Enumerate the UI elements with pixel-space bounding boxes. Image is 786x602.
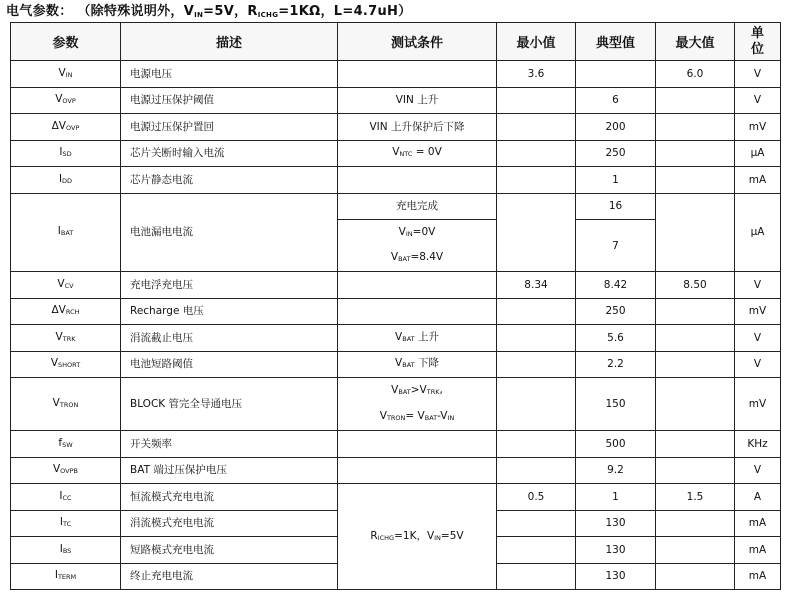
cond-line-2	[338, 404, 496, 430]
typ-cell: 500	[576, 431, 656, 458]
col-cond: 测试条件	[338, 23, 497, 61]
subscript-text: TRK	[62, 334, 76, 343]
header-row	[11, 23, 781, 61]
param-cell	[11, 298, 121, 325]
cond-cell	[338, 457, 497, 484]
heading-vin-sub: IN	[194, 11, 204, 19]
param-cell	[11, 378, 121, 431]
min-cell	[497, 378, 576, 431]
typ-cell: 9.2	[576, 457, 656, 484]
table-row	[11, 193, 781, 220]
desc-cell: 芯片关断时输入电流	[121, 140, 338, 167]
subscript-text: TRON	[386, 414, 406, 422]
typ-cell: 130	[576, 563, 656, 590]
min-cell	[497, 325, 576, 352]
subscript-text: SW	[62, 440, 73, 449]
min-cell	[497, 87, 576, 114]
desc-cell: 电池漏电电流	[121, 193, 338, 272]
desc-cell: 开关频率	[121, 431, 338, 458]
symbol-text: =1K，V	[394, 529, 435, 542]
symbol-text: V	[395, 330, 403, 343]
col-desc: 描述	[121, 23, 338, 61]
symbol-text: V	[395, 357, 403, 370]
cond-cell: VIN 上升保护后下降	[338, 114, 497, 141]
unit-cell: mA	[735, 563, 781, 590]
max-cell: 6.0	[656, 61, 735, 88]
min-cell	[497, 298, 576, 325]
symbol-text: V	[391, 384, 399, 396]
col-min: 最小值	[497, 23, 576, 61]
param-cell	[11, 510, 121, 537]
subscript-text: RCH	[65, 308, 80, 317]
subscript-text: BAT	[60, 229, 74, 238]
col-max: 最大值	[656, 23, 735, 61]
electrical-parameters-table	[10, 22, 781, 590]
symbol-text: V	[390, 251, 399, 264]
unit-cell: mA	[735, 510, 781, 537]
table-row	[11, 298, 781, 325]
symbol-text: V	[379, 410, 387, 422]
col-unit-line1: 单	[750, 25, 764, 41]
subscript-text: OVP	[66, 123, 80, 132]
symbol-text: I	[59, 489, 63, 502]
min-cell	[497, 351, 576, 378]
max-cell	[656, 378, 735, 431]
typ-cell: 200	[576, 114, 656, 141]
subscript-text: BAT	[402, 361, 415, 370]
symbol-text: I	[54, 569, 58, 582]
symbol-text: V	[52, 463, 61, 476]
param-cell	[11, 114, 121, 141]
param-cell	[11, 61, 121, 88]
table-row	[11, 61, 781, 88]
param-cell	[11, 431, 121, 458]
typ-cell: 130	[576, 537, 656, 564]
min-cell	[497, 140, 576, 167]
col-typ: 典型值	[576, 23, 656, 61]
min-cell: 0.5	[497, 484, 576, 511]
typ-cell: 250	[576, 298, 656, 325]
typ-cell: 7	[576, 220, 656, 272]
subscript-text: NTC	[399, 150, 413, 159]
symbol-text: f	[58, 436, 63, 449]
table-row	[11, 272, 781, 299]
subscript-text: DD	[62, 176, 73, 185]
spec-heading	[6, 2, 412, 22]
symbol-text: I	[59, 542, 63, 555]
subscript-text: IN	[405, 229, 413, 238]
max-cell	[656, 167, 735, 194]
typ-cell: 8.42	[576, 272, 656, 299]
max-cell	[656, 563, 735, 590]
typ-cell: 1	[576, 167, 656, 194]
subscript-text: IN	[65, 70, 73, 79]
symbol-text: V	[55, 93, 63, 106]
cond-cell	[338, 220, 497, 246]
symbol-text: ΔV	[51, 119, 66, 132]
unit-cell: mA	[735, 167, 781, 194]
typ-cell: 250	[576, 140, 656, 167]
unit-cell: A	[735, 484, 781, 511]
max-cell	[656, 140, 735, 167]
table-row	[11, 351, 781, 378]
table-row	[11, 167, 781, 194]
desc-cell: 涓流模式充电电流	[121, 510, 338, 537]
min-cell	[497, 510, 576, 537]
unit-cell: μA	[735, 193, 781, 272]
max-cell	[656, 298, 735, 325]
min-cell	[497, 193, 576, 272]
min-cell	[497, 537, 576, 564]
subscript-text: OVP	[62, 97, 76, 106]
max-cell	[656, 87, 735, 114]
unit-cell: V	[735, 457, 781, 484]
unit-cell: mV	[735, 114, 781, 141]
param-cell	[11, 537, 121, 564]
symbol-text: ΔV	[51, 304, 66, 317]
desc-cell: Recharge 电压	[121, 298, 338, 325]
desc-cell: 充电浮充电压	[121, 272, 338, 299]
max-cell	[656, 114, 735, 141]
unit-cell: mV	[735, 378, 781, 431]
min-cell	[497, 167, 576, 194]
unit-cell: KHz	[735, 431, 781, 458]
heading-richg-sub: ICHG	[257, 11, 279, 19]
symbol-text: V	[55, 330, 63, 343]
subscript-text: TRON	[59, 401, 79, 409]
typ-cell: 6	[576, 87, 656, 114]
subscript-text: SD	[62, 150, 72, 159]
subscript-text: ICHG	[377, 533, 395, 542]
symbol-text: I	[58, 172, 63, 185]
cond-line-1	[338, 378, 496, 404]
symbol-text: = 0V	[412, 146, 442, 159]
symbol-text: 上升	[414, 330, 439, 343]
subscript-text: CC	[62, 493, 72, 502]
subscript-text: BAT	[402, 334, 415, 343]
cond-cell: VIN 上升	[338, 87, 497, 114]
subscript-text: IN	[447, 414, 455, 422]
typ-cell: 130	[576, 510, 656, 537]
table-row	[11, 431, 781, 458]
desc-cell: BAT 端过压保护电压	[121, 457, 338, 484]
param-cell	[11, 167, 121, 194]
desc-cell: 电源过压保护阈值	[121, 87, 338, 114]
subscript-text: OVPB	[60, 467, 78, 476]
max-cell	[656, 325, 735, 352]
symbol-text: I	[57, 225, 61, 238]
unit-cell: V	[735, 61, 781, 88]
symbol-text: =5V	[440, 529, 464, 542]
symbol-text: >V	[410, 384, 427, 396]
desc-cell: BLOCK 管完全导通电压	[121, 378, 338, 431]
desc-cell: 涓流截止电压	[121, 325, 338, 352]
col-param: 参数	[11, 23, 121, 61]
subscript-text: SHORT	[58, 361, 81, 370]
param-cell	[11, 457, 121, 484]
subscript-text: IN	[434, 533, 441, 542]
desc-cell: 短路模式充电电流	[121, 537, 338, 564]
desc-cell: 芯片静态电流	[121, 167, 338, 194]
symbol-text: = V	[405, 410, 425, 422]
param-cell	[11, 351, 121, 378]
symbol-text: =8.4V	[410, 251, 444, 264]
max-cell: 1.5	[656, 484, 735, 511]
symbol-text: V	[398, 225, 406, 238]
symbol-text: V	[392, 146, 400, 159]
table-row	[11, 484, 781, 511]
cond-cell	[338, 246, 497, 272]
col-unit	[735, 23, 781, 61]
symbol-text: R	[370, 529, 378, 542]
symbol-text: =0V	[412, 225, 436, 238]
symbol-text: 下降	[414, 357, 439, 370]
unit-cell: μA	[735, 140, 781, 167]
col-unit-line2: 位	[750, 41, 764, 57]
unit-cell: V	[735, 351, 781, 378]
min-cell: 8.34	[497, 272, 576, 299]
typ-cell: 1	[576, 484, 656, 511]
subscript-text: BAT	[398, 388, 411, 396]
max-cell	[656, 351, 735, 378]
cond-cell	[338, 140, 497, 167]
symbol-text: V	[50, 357, 59, 370]
param-cell	[11, 193, 121, 272]
max-cell	[656, 537, 735, 564]
symbol-text: V	[52, 397, 60, 409]
table-row	[11, 325, 781, 352]
max-cell	[656, 510, 735, 537]
param-cell	[11, 272, 121, 299]
table-row	[11, 378, 781, 431]
max-cell	[656, 431, 735, 458]
desc-cell: 电池短路阈值	[121, 351, 338, 378]
table-row	[11, 87, 781, 114]
param-cell	[11, 484, 121, 511]
desc-cell: 终止充电电流	[121, 563, 338, 590]
min-cell	[497, 431, 576, 458]
min-cell	[497, 563, 576, 590]
min-cell: 3.6	[497, 61, 576, 88]
param-cell	[11, 563, 121, 590]
symbol-text: I	[59, 146, 63, 159]
param-cell	[11, 140, 121, 167]
unit-cell: mV	[735, 298, 781, 325]
symbol-text: V	[58, 66, 66, 79]
heading-mid: =5V，R	[203, 4, 258, 19]
heading-prefix: 电气参数： （除特殊说明外，V	[6, 4, 195, 19]
cond-cell	[338, 378, 497, 431]
table-row	[11, 114, 781, 141]
max-cell	[656, 457, 735, 484]
cond-cell	[338, 61, 497, 88]
desc-cell: 电源电压	[121, 61, 338, 88]
cond-cell: 充电完成	[338, 193, 497, 220]
symbol-text: -V	[437, 410, 448, 422]
param-cell	[11, 325, 121, 352]
subscript-text: BAT	[398, 255, 411, 264]
cond-cell	[338, 325, 497, 352]
max-cell: 8.50	[656, 272, 735, 299]
typ-cell: 2.2	[576, 351, 656, 378]
desc-cell: 电源过压保护置回	[121, 114, 338, 141]
symbol-text: ,	[439, 384, 443, 396]
cond-cell-shared	[338, 484, 497, 590]
heading-suffix: =1KΩ，L=4.7uH）	[278, 4, 412, 19]
subscript-text: CV	[64, 281, 74, 290]
typ-cell: 5.6	[576, 325, 656, 352]
subscript-text: TRK	[426, 388, 440, 396]
cond-cell	[338, 167, 497, 194]
unit-cell: V	[735, 325, 781, 352]
cond-cell	[338, 351, 497, 378]
subscript-text: TC	[62, 520, 72, 529]
unit-cell: V	[735, 87, 781, 114]
desc-cell: 恒流模式充电电流	[121, 484, 338, 511]
symbol-text: V	[57, 277, 65, 290]
unit-cell: mA	[735, 537, 781, 564]
typ-cell	[576, 61, 656, 88]
min-cell	[497, 114, 576, 141]
subscript-text: TERM	[57, 573, 77, 582]
typ-cell: 16	[576, 193, 656, 220]
min-cell	[497, 457, 576, 484]
cond-cell	[338, 431, 497, 458]
table-row	[11, 457, 781, 484]
table-row	[11, 140, 781, 167]
max-cell	[656, 193, 735, 272]
cond-cell	[338, 272, 497, 299]
unit-cell: V	[735, 272, 781, 299]
cond-cell	[338, 298, 497, 325]
subscript-text: BS	[62, 546, 72, 555]
param-cell	[11, 87, 121, 114]
typ-cell: 150	[576, 378, 656, 431]
subscript-text: BAT	[424, 414, 438, 422]
symbol-text: I	[59, 516, 63, 529]
